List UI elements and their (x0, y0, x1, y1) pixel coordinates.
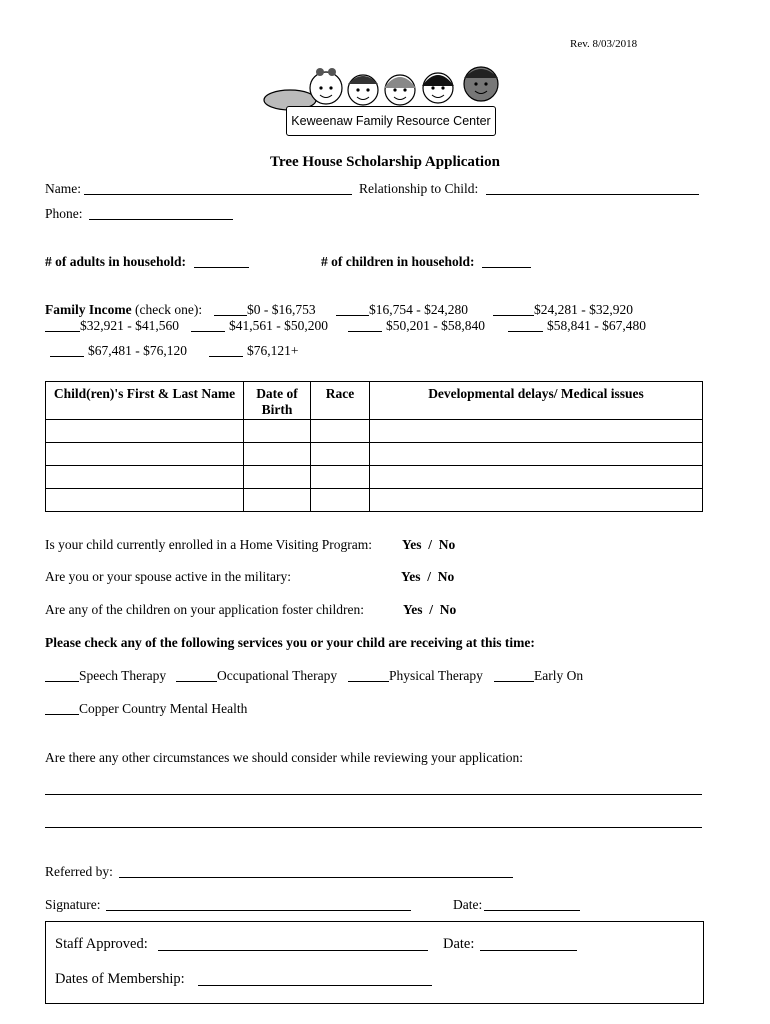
header-medical-issues: Developmental delays/ Medical issues (370, 382, 703, 420)
name-field[interactable] (84, 194, 352, 195)
table-row (46, 466, 703, 489)
question-foster: Are any of the children on your application foster children: (45, 602, 365, 617)
services-heading: Please check any of the following services you or your child are receiving at this time: (45, 635, 535, 650)
table-row (46, 420, 703, 443)
table-cell[interactable] (370, 489, 703, 512)
income-option: $67,481 - $76,120 (88, 343, 187, 358)
staff-date-label: Date: (443, 936, 475, 952)
signature-field[interactable] (106, 910, 411, 911)
service-checkbox[interactable] (348, 681, 389, 682)
table-cell[interactable] (46, 420, 244, 443)
table-cell[interactable] (311, 466, 370, 489)
table-cell[interactable] (370, 420, 703, 443)
table-cell[interactable] (46, 443, 244, 466)
table-header-row (46, 382, 703, 420)
service-checkbox[interactable] (176, 681, 217, 682)
income-checkbox[interactable] (493, 315, 534, 316)
table-cell[interactable] (370, 466, 703, 489)
table-cell[interactable] (244, 420, 311, 443)
income-checkbox[interactable] (191, 331, 225, 332)
service-occupational-therapy: Occupational Therapy (217, 668, 338, 683)
referred-by-label: Referred by: (45, 864, 113, 879)
table-cell[interactable] (311, 489, 370, 512)
service-checkbox[interactable] (494, 681, 534, 682)
table-cell[interactable] (244, 466, 311, 489)
answer-foster[interactable]: Yes / No (403, 602, 457, 617)
signature-label: Signature: (45, 897, 101, 912)
table-cell[interactable] (244, 443, 311, 466)
adults-field[interactable] (194, 267, 249, 268)
circumstances-question: Are there any other circumstances we should consider while reviewing your application: (45, 750, 523, 765)
revision-date: Rev. 8/03/2018 (570, 38, 638, 50)
name-label: Name: (45, 181, 81, 196)
service-early-on: Early On (534, 668, 584, 683)
question-military: Are you or your spouse active in the military: (45, 569, 291, 584)
service-mental-health: Copper Country Mental Health (79, 701, 248, 716)
circumstances-line-2[interactable] (45, 827, 702, 828)
income-option: $0 - $16,753 (247, 302, 316, 317)
table-cell[interactable] (311, 420, 370, 443)
table-row (46, 489, 703, 512)
page-title: Tree House Scholarship Application (270, 154, 500, 170)
answer-home-visiting[interactable]: Yes / No (402, 537, 456, 552)
table-cell[interactable] (46, 466, 244, 489)
date-field[interactable] (484, 910, 580, 911)
service-checkbox[interactable] (45, 681, 79, 682)
adults-label: # of adults in household: (45, 254, 187, 269)
income-option: $50,201 - $58,840 (386, 318, 485, 333)
children-field[interactable] (482, 267, 531, 268)
service-speech-therapy: Speech Therapy (79, 668, 167, 683)
income-checkbox[interactable] (209, 356, 243, 357)
income-checkbox[interactable] (508, 331, 543, 332)
header-date-of-birth: Date of Birth (244, 382, 311, 420)
table-cell[interactable] (46, 489, 244, 512)
income-label: Family Income (45, 302, 132, 317)
children-label: # of children in household: (321, 254, 475, 269)
service-physical-therapy: Physical Therapy (389, 668, 483, 683)
service-checkbox[interactable] (45, 714, 79, 715)
phone-field[interactable] (89, 219, 233, 220)
staff-use-box (45, 921, 704, 1004)
income-hint: (check one): (135, 302, 203, 317)
header-race: Race (311, 382, 370, 420)
children-table (45, 381, 703, 512)
question-home-visiting: Is your child currently enrolled in a Home Visiting Program: (45, 537, 372, 552)
date-label: Date: (453, 897, 483, 912)
income-option: $24,281 - $32,920 (534, 302, 633, 317)
table-cell[interactable] (244, 489, 311, 512)
income-checkbox[interactable] (214, 315, 247, 316)
membership-dates-field[interactable] (198, 985, 432, 986)
income-heading (45, 302, 202, 318)
table-cell[interactable] (370, 443, 703, 466)
income-checkbox[interactable] (336, 315, 369, 316)
staff-date-field[interactable] (480, 950, 577, 951)
income-checkbox[interactable] (348, 331, 382, 332)
answer-military[interactable]: Yes / No (401, 569, 455, 584)
relationship-label: Relationship to Child: (359, 181, 479, 196)
income-option: $76,121+ (247, 343, 299, 358)
membership-dates-label: Dates of Membership: (55, 971, 185, 987)
relationship-field[interactable] (486, 194, 699, 195)
header-child-name: Child(ren)'s First & Last Name (46, 382, 244, 420)
referred-by-field[interactable] (119, 877, 513, 878)
circumstances-line-1[interactable] (45, 794, 702, 795)
income-option: $41,561 - $50,200 (229, 318, 328, 333)
income-option: $58,841 - $67,480 (547, 318, 646, 333)
staff-approved-field[interactable] (158, 950, 428, 951)
income-option: $32,921 - $41,560 (80, 318, 179, 333)
table-row (46, 443, 703, 466)
income-checkbox[interactable] (50, 356, 84, 357)
table-cell[interactable] (311, 443, 370, 466)
org-logo-sign: Keweenaw Family Resource Center (286, 106, 496, 136)
staff-approved-label: Staff Approved: (55, 936, 148, 952)
income-option: $16,754 - $24,280 (369, 302, 468, 317)
income-checkbox[interactable] (45, 331, 80, 332)
phone-label: Phone: (45, 206, 83, 221)
